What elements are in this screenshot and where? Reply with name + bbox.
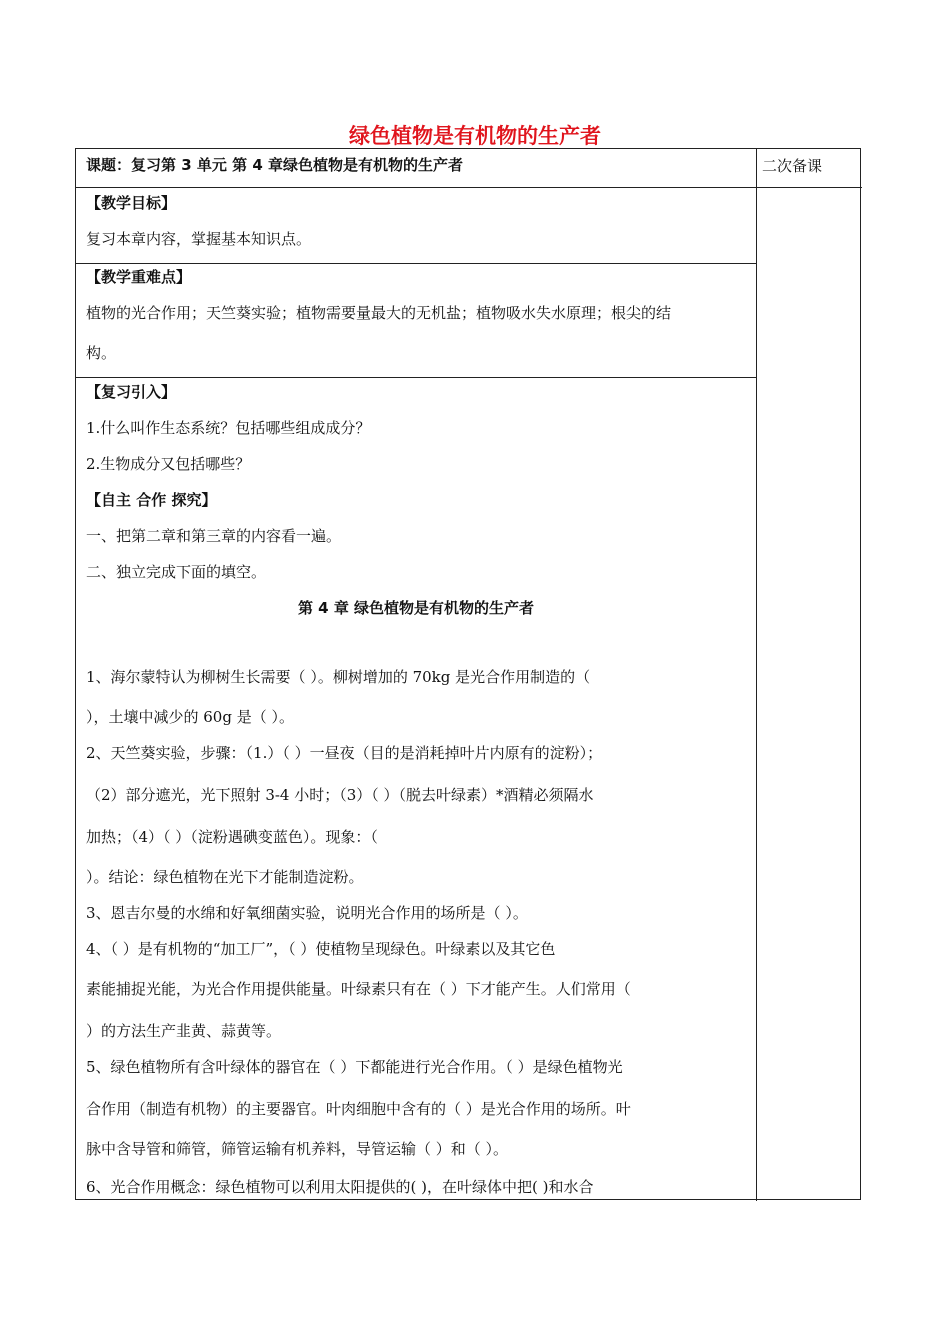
objectives-text: 复习本章内容，掌握基本知识点。 [86, 230, 312, 248]
key-points-line: 构。 [86, 344, 117, 362]
explore-heading: 【自主 合作 探究】 [86, 491, 217, 509]
exercise-line: 合作用（制造有机物）的主要器官。叶肉细胞中含有的（ ）是光合作用的场所。叶 [86, 1100, 631, 1118]
objectives-heading: 【教学目标】 [86, 194, 177, 212]
column-divider [756, 149, 757, 1201]
page-title: 绿色植物是有机物的生产者 [349, 124, 601, 148]
key-points-heading: 【教学重难点】 [86, 268, 192, 286]
exercise-line: 加热；（4）（ ）（淀粉遇碘变蓝色）。现象：（ [86, 828, 378, 846]
lesson-subject: 课题：复习第 3 单元 第 4 章绿色植物是有机物的生产者 [86, 156, 463, 174]
side-column-heading: 二次备课 [762, 157, 823, 175]
explore-step: 一、把第二章和第三章的内容看一遍。 [86, 527, 342, 545]
exercise-line: 3、恩吉尔曼的水绵和好氧细菌实验，说明光合作用的场所是（ ）。 [86, 904, 528, 922]
divider [76, 377, 756, 378]
exercise-line: ）。结论：绿色植物在光下才能制造淀粉。 [86, 868, 364, 886]
divider [76, 263, 756, 264]
lesson-table [75, 148, 861, 1200]
review-heading: 【复习引入】 [86, 383, 177, 401]
exercise-line: ）的方法生产韭黄、蒜黄等。 [86, 1022, 282, 1040]
exercise-line: （2）部分遮光，光下照射 3-4 小时；（3）（ ）（脱去叶绿素）*酒精必须隔水 [86, 786, 594, 804]
chapter-heading: 第 4 章 绿色植物是有机物的生产者 [297, 599, 535, 617]
exercise-line: ），土壤中减少的 60g 是（ ）。 [86, 708, 294, 726]
review-question: 1.什么叫作生态系统？包括哪些组成成分？ [86, 419, 371, 437]
review-question: 2.生物成分又包括哪些？ [86, 455, 251, 473]
exercise-line: 素能捕捉光能，为光合作用提供能量。叶绿素只有在（ ）下才能产生。人们常用（ [86, 980, 631, 998]
exercise-line: 5、绿色植物所有含叶绿体的器官在（ ）下都能进行光合作用。（ ）是绿色植物光 [86, 1058, 623, 1076]
key-points-line: 植物的光合作用；天竺葵实验；植物需要量最大的无机盐；植物吸水失水原理；根尖的结 [86, 304, 672, 322]
exercise-line: 1、海尔蒙特认为柳树生长需要（ ）。柳树增加的 70kg 是光合作用制造的（ [86, 668, 591, 686]
exercise-line: 2、天竺葵实验，步骤：（1.）（ ）一昼夜（目的是消耗掉叶片内原有的淀粉）； [86, 744, 603, 762]
exercise-line: 脉中含导管和筛管，筛管运输有机养料，导管运输（ ）和（ ）。 [86, 1140, 509, 1158]
exercise-line: 6、光合作用概念：绿色植物可以利用太阳提供的( )，在叶绿体中把( )和水合 [86, 1178, 594, 1196]
exercise-line: 4、（ ）是有机物的“加工厂”，（ ）使植物呈现绿色。叶绿素以及其它色 [86, 940, 556, 958]
explore-step: 二、独立完成下面的填空。 [86, 563, 267, 581]
divider [76, 187, 862, 188]
